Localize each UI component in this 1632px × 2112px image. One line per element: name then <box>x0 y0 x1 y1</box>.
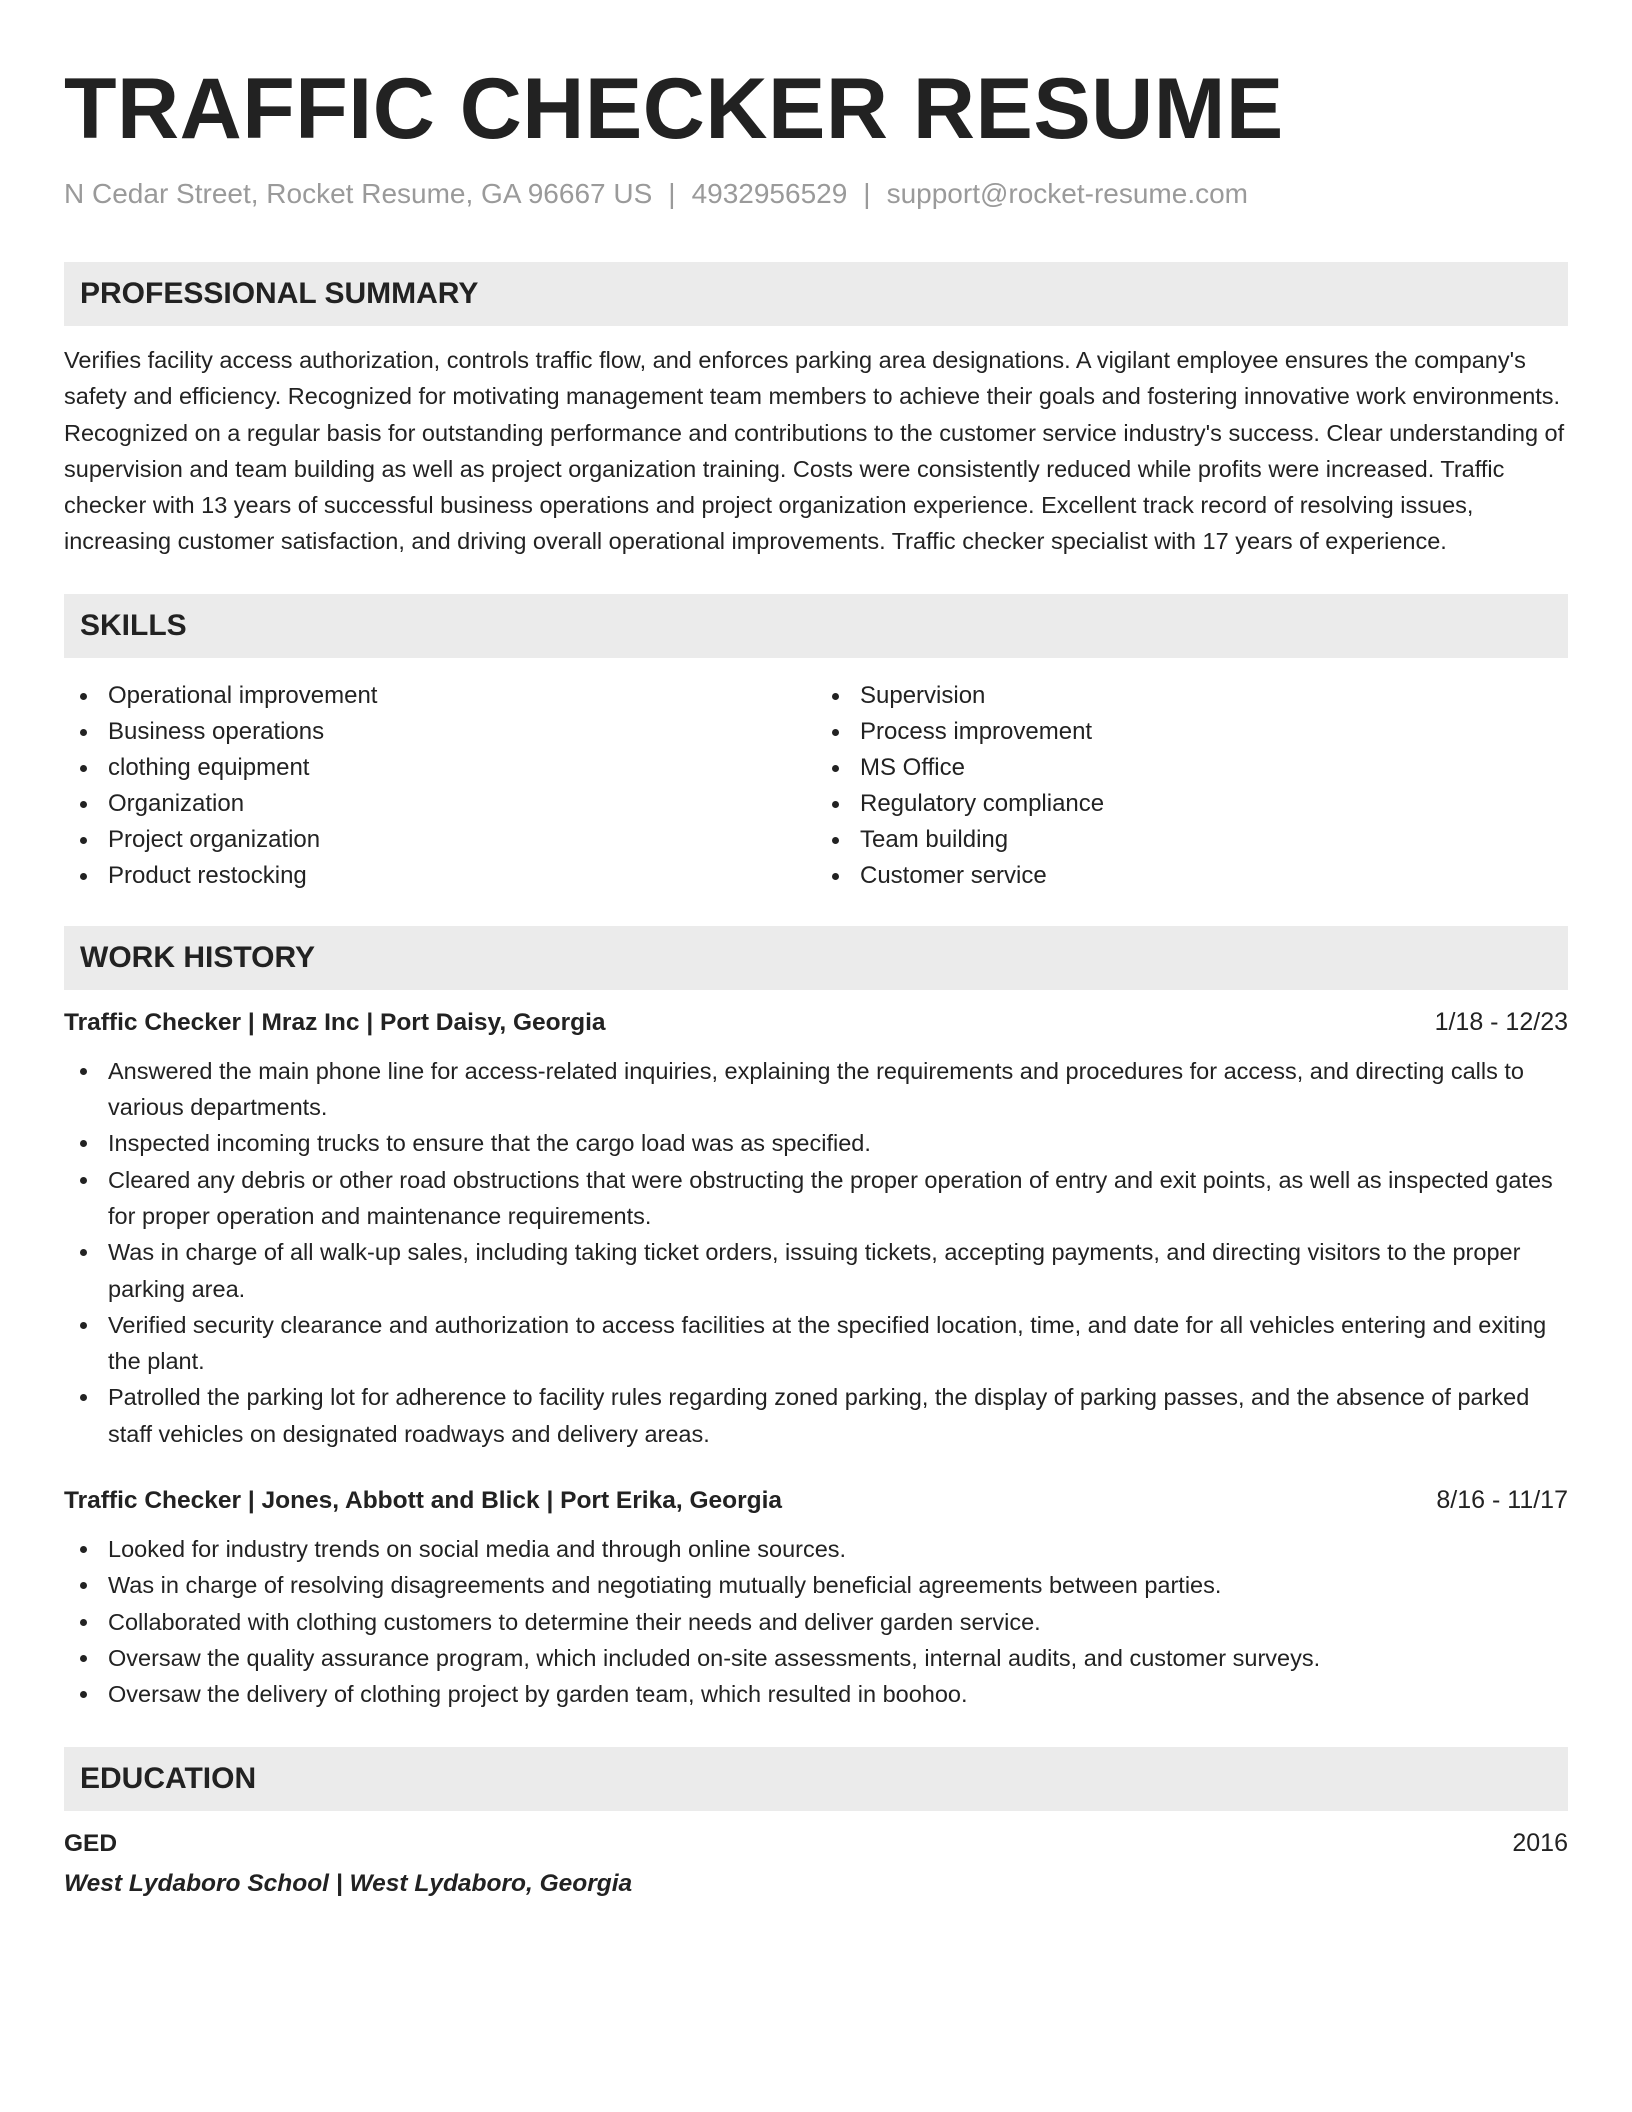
job-bullet: Inspected incoming trucks to ensure that the cargo load was as specified. <box>64 1125 1568 1161</box>
job-entry <box>64 1486 1568 1712</box>
contact-phone: 4932956529 <box>691 178 848 209</box>
work-section-header <box>64 926 1568 990</box>
job-bullet: Answered the main phone line for access-related inquiries, explaining the requirements and procedures for access, and directing calls to various departments. <box>64 1053 1568 1126</box>
contact-line <box>64 178 1568 210</box>
skill-item: Product restocking <box>64 858 816 894</box>
work-heading: WORK HISTORY <box>80 940 316 974</box>
job-bullets <box>64 1531 1568 1712</box>
job-bullet: Verified security clearance and authorization to access facilities at the specified location, time, and date for all vehicles entering and exiting the plant. <box>64 1307 1568 1380</box>
education-school: West Lydaboro School | West Lydaboro, Georgia <box>64 1869 633 1897</box>
summary-section-header <box>64 262 1568 326</box>
skills-section-header <box>64 594 1568 658</box>
job-dates: 1/18 - 12/23 <box>1434 1007 1568 1036</box>
education-year: 2016 <box>1512 1828 1568 1857</box>
job-bullets <box>64 1053 1568 1452</box>
education-entry <box>64 1829 1568 1898</box>
contact-separator: | <box>863 178 871 209</box>
job-header <box>64 1008 1568 1037</box>
job-bullet: Was in charge of all walk-up sales, including taking ticket orders, issuing tickets, accepting payments, and directing visitors to the proper parking area. <box>64 1234 1568 1307</box>
skill-item: Business operations <box>64 714 816 750</box>
job-title: Traffic Checker | Mraz Inc | Port Daisy, Georgia <box>64 1008 606 1036</box>
education-header <box>64 1829 1568 1858</box>
skill-item: Customer service <box>816 858 1568 894</box>
job-title: Traffic Checker | Jones, Abbott and Blick | Port Erika, Georgia <box>64 1487 783 1515</box>
education-section-header <box>64 1747 1568 1811</box>
skill-item: Operational improvement <box>64 678 816 714</box>
education-degree: GED <box>64 1829 118 1857</box>
education-heading: EDUCATION <box>80 1761 257 1795</box>
skills-list <box>64 678 1568 894</box>
job-entry <box>64 1008 1568 1452</box>
summary-text: Verifies facility access authorization, controls traffic flow, and enforces parking area designations. A vigilant employee ensures the company's safety and efficiency. Recognized for motivating management team members to achieve their goals and fostering innovative work environments. Recognized on a regular basis for outstanding performance and contributions to the customer service industry's success. Clear understanding of supervision and team building as well as project organization training. Costs were consistently reduced while profits were increased. Traffic checker with 13 years of successful business operations and project organization experience. Excellent track record of resolving issues, increasing customer satisfaction, and driving overall operational improvements. Traffic checker specialist with 17 years of experience. <box>64 347 1565 555</box>
contact-email: support@rocket-resume.com <box>886 178 1249 209</box>
job-bullet: Patrolled the parking lot for adherence to facility rules regarding zoned parking, the display of parking passes, and the absence of parked staff vehicles on designated roadways and delivery areas. <box>64 1379 1568 1452</box>
job-bullet: Oversaw the delivery of clothing project by garden team, which resulted in boohoo. <box>64 1676 1568 1712</box>
job-bullet: Oversaw the quality assurance program, which included on-site assessments, internal audits, and customer surveys. <box>64 1640 1568 1676</box>
job-dates: 8/16 - 11/17 <box>1436 1486 1568 1515</box>
job-bullet: Was in charge of resolving disagreements and negotiating mutually beneficial agreements between parties. <box>64 1567 1568 1603</box>
job-bullet: Looked for industry trends on social media and through online sources. <box>64 1531 1568 1567</box>
contact-separator: | <box>668 178 676 209</box>
resume-title: TRAFFIC CHECKER RESUME <box>64 61 1284 157</box>
contact-address: N Cedar Street, Rocket Resume, GA 96667 US <box>64 178 653 209</box>
skill-item: Project organization <box>64 822 816 858</box>
skill-item: Regulatory compliance <box>816 786 1568 822</box>
skills-heading: SKILLS <box>80 608 187 642</box>
summary-heading: PROFESSIONAL SUMMARY <box>80 277 479 310</box>
skill-item: MS Office <box>816 750 1568 786</box>
job-bullet: Collaborated with clothing customers to determine their needs and deliver garden service. <box>64 1604 1568 1640</box>
skill-item: Team building <box>816 822 1568 858</box>
skill-item: clothing equipment <box>64 750 816 786</box>
skill-item: Organization <box>64 786 816 822</box>
skills-column-left <box>64 678 816 894</box>
job-bullet: Cleared any debris or other road obstructions that were obstructing the proper operation of entry and exit points, as well as inspected gates for proper operation and maintenance requirements. <box>64 1162 1568 1235</box>
job-header <box>64 1486 1568 1515</box>
skills-column-right <box>816 678 1568 894</box>
skill-item: Supervision <box>816 678 1568 714</box>
skill-item: Process improvement <box>816 714 1568 750</box>
